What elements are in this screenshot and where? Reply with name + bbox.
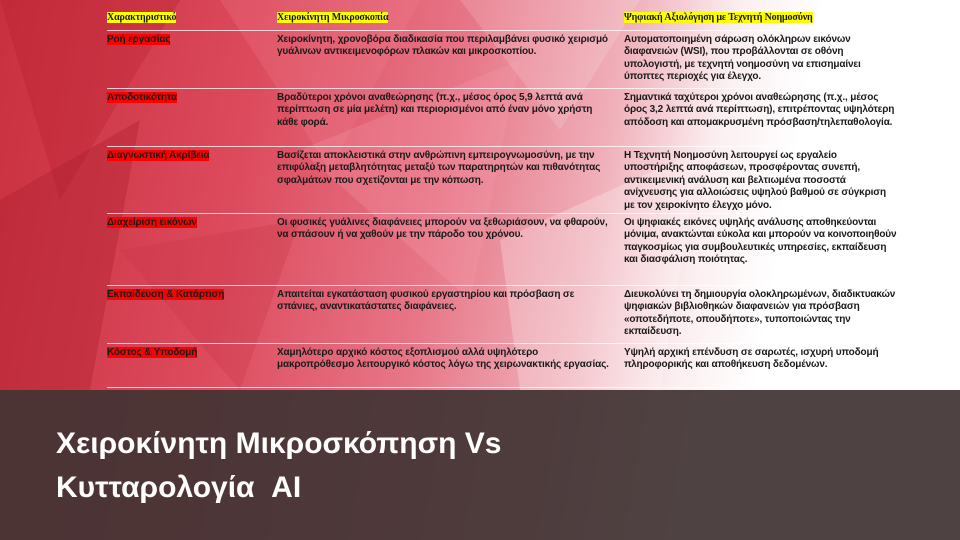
header-manual: Χειροκίνητη Μικροσκοπία <box>277 12 389 23</box>
title-line-2: Κυτταρολογία AI <box>56 471 302 504</box>
ai-cell: Αυτοματοποιημένη σάρωση ολόκληρων εικόνων διαφανειών (WSI), που προβάλλονται σε οθόνη υπολογιστή, με τεχνητή νοημοσύνη να επισημαίνει ύποπτες περιοχές για έλεγχο. <box>624 30 897 88</box>
title-line-1: Χειροκίνητη Μικροσκόπηση Vs <box>56 427 502 460</box>
ai-cell: Υψηλή αρχική επένδυση σε σαρωτές, ισχυρή υποδομή πληροφορικής και αποθήκευση δεδομένων. <box>624 343 897 387</box>
feature-cell: Αποδοτικότητα <box>107 91 177 103</box>
feature-cell: Ροή εργασίας <box>107 33 171 45</box>
table-row <box>107 213 897 285</box>
table-row <box>107 146 897 213</box>
slide-title <box>56 422 501 510</box>
table-row <box>107 285 897 343</box>
manual-cell: Οι φυσικές γυάλινες διαφάνειες μπορούν να ξεθωριάσουν, να φθαρούν, να σπάσουν ή να χαθούν με την πάροδο του χρόνου. <box>277 213 624 285</box>
header-feature: Χαρακτηριστικό <box>107 12 177 23</box>
feature-cell: Διαχείριση εικόνων <box>107 216 197 228</box>
manual-cell: Απαιτείται εγκατάσταση φυσικού εργαστηρίου και πρόσβαση σε σπάνιες, αναντικατάστατες διαφάνειες. <box>277 285 624 343</box>
manual-cell: Βραδύτεροι χρόνοι αναθεώρησης (π.χ., μέσος όρος 5,9 λεπτά ανά περίπτωση σε μία μελέτη) και περιορισμένοι από έναν μόνο χρήστη κάθε φορά. <box>277 88 624 146</box>
feature-cell: Διαγνωστική Ακρίβεια <box>107 149 210 161</box>
table-row <box>107 88 897 146</box>
table-row <box>107 343 897 387</box>
table-row <box>107 30 897 88</box>
manual-cell: Χαμηλότερο αρχικό κόστος εξοπλισμού αλλά υψηλότερο μακροπρόθεσμο λειτουργικό κόστος λόγω της χειρωνακτικής εργασίας. <box>277 343 624 387</box>
header-ai: Ψηφιακή Αξιολόγηση με Τεχνητή Νοημοσύνη <box>624 12 813 23</box>
table-header-row <box>107 10 897 30</box>
ai-cell: Σημαντικά ταχύτεροι χρόνοι αναθεώρησης (π.χ., μέσος όρος 3,2 λεπτά ανά περίπτωση), επιτρέποντας υψηλότερη απόδοση και απομακρυσμένη πρόσβαση/τηλεπαθολογία. <box>624 88 897 146</box>
feature-cell: Εκπαίδευση & Κατάρτιση <box>107 288 225 300</box>
manual-cell: Βασίζεται αποκλειστικά στην ανθρώπινη εμπειρογνωμοσύνη, με την επιφύλαξη μεταβλητότητας μεταξύ των παρατηρητών και πιθανότητας σφαλμάτων που σχετίζονται με την κόπωση. <box>277 146 624 213</box>
ai-cell: Οι ψηφιακές εικόνες υψηλής ανάλυσης αποθηκεύονται μόνιμα, ανακτώνται εύκολα και μπορούν να κοινοποιηθούν παγκοσμίως για συμβουλευτικές υπηρεσίες, εκπαίδευση και διασφάλιση ποιότητας. <box>624 213 897 285</box>
ai-cell: Διευκολύνει τη δημιουργία ολοκληρωμένων, διαδικτυακών ψηφιακών βιβλιοθηκών διαφανειών για πρόσβαση «οποτεδήποτε, οπουδήποτε», τυποποιώντας την εκπαίδευση. <box>624 285 897 343</box>
comparison-table <box>107 10 897 388</box>
feature-cell: Κόστος & Υποδομή <box>107 346 198 358</box>
manual-cell: Χειροκίνητη, χρονοβόρα διαδικασία που περιλαμβάνει φυσικό χειρισμό γυάλινων αντικειμενοφόρων πλακών και μικροσκοπίου. <box>277 30 624 88</box>
ai-cell: Η Τεχνητή Νοημοσύνη λειτουργεί ως εργαλείο υποστήριξης αποφάσεων, προσφέροντας συνεπή, αντικειμενική ανάλυση και βελτιωμένα ποσοστά ανίχνευσης για αλλοιώσεις υψηλού βαθμού σε σύγκριση με τον χειροκίνητο έλεγχο μόνο. <box>624 146 897 213</box>
